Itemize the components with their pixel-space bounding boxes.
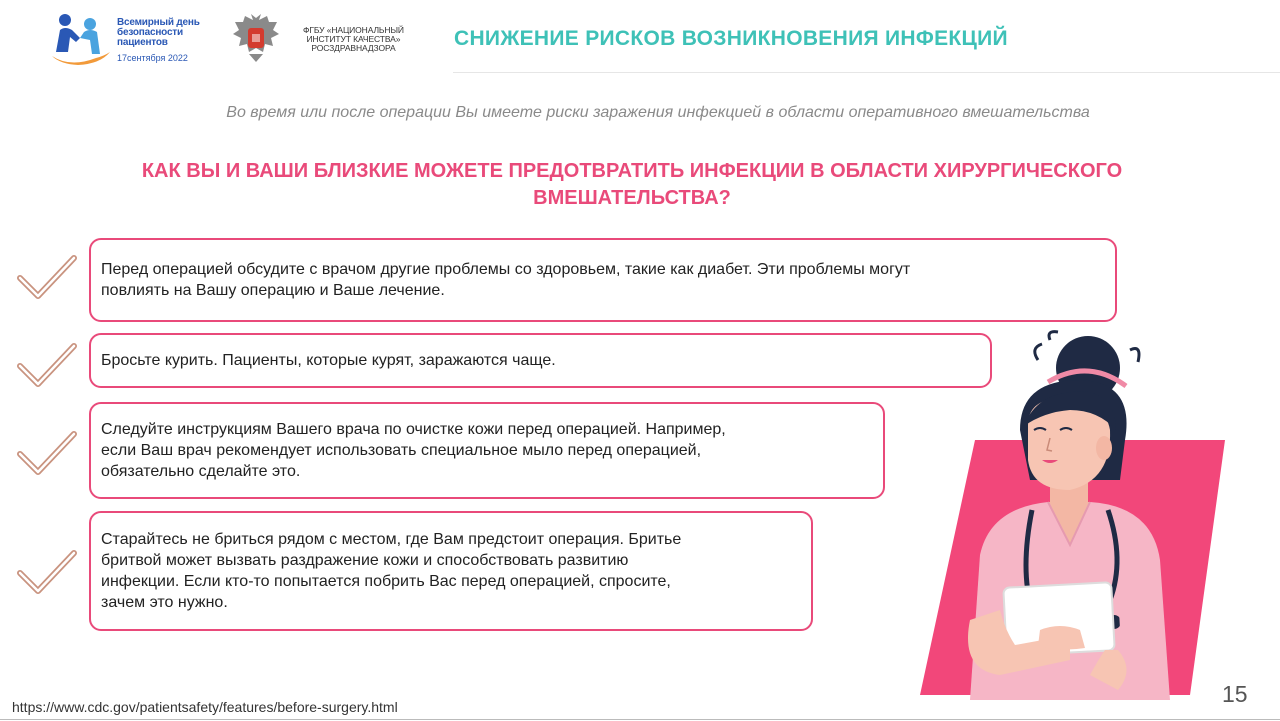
question-line-1: КАК ВЫ И ВАШИ БЛИЗКИЕ МОЖЕТЕ ПРЕДОТВРАТИТЬ ИНФЕКЦИИ В ОБЛАСТИ ХИРУРГИЧЕСКОГО [141, 160, 1123, 182]
tip-1-line-2: повлиять на Вашу операцию и Ваше лечение. [101, 282, 445, 299]
logo-text [117, 18, 200, 48]
tip-text-3 [101, 419, 726, 482]
logo-line-1: Всемирный день [117, 17, 200, 28]
question-line-2: ВМЕШАТЕЛЬСТВА? [533, 187, 731, 209]
logo-date: 17сентября 2022 [117, 53, 188, 63]
logo-line-2: безопасности [117, 27, 183, 38]
tip-box-4 [89, 511, 813, 631]
tip-text-1 [101, 259, 910, 301]
check-icon [16, 547, 78, 597]
tip-3-line-3: обязательно сделайте это. [101, 463, 301, 480]
tip-4-line-2: бритвой может вызвать раздражение кожи и способствовать развитию [101, 552, 629, 569]
logo-line-3: пациентов [117, 37, 168, 48]
check-icon [16, 428, 78, 478]
tip-4-line-4: зачем это нужно. [101, 594, 228, 611]
page-title: СНИЖЕНИЕ РИСКОВ ВОЗНИКНОВЕНИЯ ИНФЕКЦИЙ [454, 27, 1008, 50]
people-logo-icon [50, 12, 112, 66]
tip-2-line-1: Бросьте курить. Пациенты, которые курят, заражаются чаще. [101, 352, 556, 369]
eagle-emblem-icon [231, 12, 281, 69]
nurse-illustration [920, 330, 1230, 700]
tip-text-2 [101, 350, 556, 371]
tip-4-line-1: Старайтесь не бриться рядом с местом, где Вам предстоит операция. Бритье [101, 531, 682, 548]
institute-line-1: ФГБУ «НАЦИОНАЛЬНЫЙ [303, 25, 404, 35]
tip-box-3 [89, 402, 885, 499]
page-number: 15 [1222, 681, 1248, 707]
institute-line-3: РОСЗДРАВНАДЗОРА [311, 43, 396, 53]
institute-name [303, 26, 404, 53]
source-link[interactable]: https://www.cdc.gov/patientsafety/features/before-surgery.html [12, 699, 398, 715]
tip-1-line-1: Перед операцией обсудите с врачом другие проблемы со здоровьем, такие как диабет. Эти проблемы могут [101, 261, 911, 278]
question-heading [60, 158, 1204, 212]
tip-text-4 [101, 529, 681, 613]
tip-3-line-2: если Ваш врач рекомендует использовать специальное мыло перед операцией, [101, 442, 702, 459]
institute-line-2: ИНСТИТУТ КАЧЕСТВА» [306, 34, 401, 44]
header-divider [453, 72, 1280, 73]
tip-box-2 [89, 333, 992, 388]
footer-divider [0, 719, 1280, 720]
check-icon [16, 340, 78, 390]
tip-box-1 [89, 238, 1117, 322]
tip-4-line-3: инфекции. Если кто-то попытается побрить Вас перед операцией, спросите, [101, 573, 671, 590]
intro-text: Во время или после операции Вы имеете риски заражения инфекцией в области оперативного вмешательства [226, 104, 1090, 121]
patient-safety-day-logo [50, 10, 220, 68]
check-icon [16, 252, 78, 302]
tip-3-line-1: Следуйте инструкциям Вашего врача по очистке кожи перед операцией. Например, [101, 421, 726, 438]
